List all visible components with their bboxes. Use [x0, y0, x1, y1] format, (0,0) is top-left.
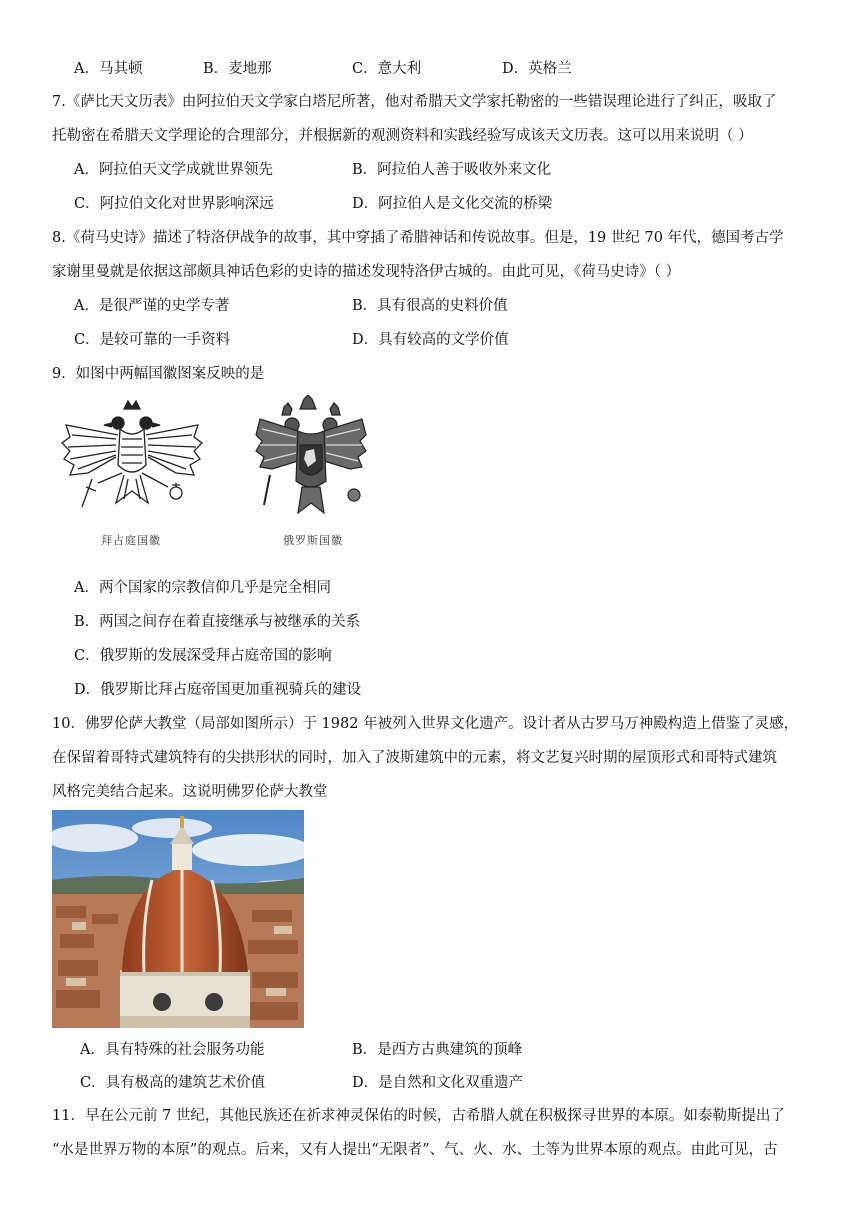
- q11-stem-line-1: 11．早在公元前 7 世纪，其他民族还在祈求神灵保佑的时候，古希腊人就在积极探寻世界的本原。如泰勒斯提出了: [52, 1108, 785, 1124]
- q7-option-a[interactable]: A．阿拉伯天文学成就世界领先: [74, 162, 273, 178]
- q10-option-c[interactable]: C．具有极高的建筑艺术价值: [80, 1075, 266, 1091]
- q8-stem-line-1: 8.《荷马史诗》描述了特洛伊战争的故事，其中穿插了希腊神话和传说故事。但是，19 世纪 70 年代，德国考古学: [52, 230, 784, 246]
- q7-option-c[interactable]: C．阿拉伯文化对世界影响深远: [74, 196, 274, 212]
- q11-stem-line-2: “水是世界万物的本原”的观点。后来，又有人提出“无限者”、气、火、水、土等为世界本原的观点。由此可见，古: [52, 1142, 778, 1158]
- q9-option-d[interactable]: D．俄罗斯比拜占庭帝国更加重视骑兵的建设: [74, 682, 362, 698]
- q6-option-d[interactable]: D．英格兰: [502, 61, 572, 77]
- q10-stem-line-1: 10．佛罗伦萨大教堂（局部如图所示）于 1982 年被列入世界文化遗产。设计者从古罗马万神殿构造上借鉴了灵感，: [52, 716, 799, 732]
- q8-option-d[interactable]: D．具有较高的文学价值: [352, 332, 509, 348]
- q6-option-a[interactable]: A．马其顿: [74, 61, 143, 77]
- byzantine-emblem-caption: 拜占庭国徽: [101, 534, 161, 547]
- q8-stem-line-2: 家谢里曼就是依据这部颇具神话色彩的史诗的描述发现特洛伊古城的。由此可见，《荷马史诗》（ ）: [52, 264, 681, 280]
- byzantine-eagle-emblem: [58, 395, 206, 525]
- q9-option-b[interactable]: B．两国之间存在着直接继承与被继承的关系: [74, 614, 361, 630]
- q6-option-b[interactable]: B．麦地那: [203, 61, 272, 77]
- q10-option-a[interactable]: A．具有特殊的社会服务功能: [80, 1042, 265, 1058]
- q9-option-c[interactable]: C．俄罗斯的发展深受拜占庭帝国的影响: [74, 648, 332, 664]
- florence-cathedral-photo: [52, 810, 304, 1028]
- q7-stem-line-2: 托勒密在希腊天文学理论的合理部分，并根据新的观测资料和实践经验写成该天文历表。这可以用来说明（ ）: [52, 128, 753, 144]
- q10-stem-line-3: 风格完美结合起来。这说明佛罗伦萨大教堂: [52, 784, 328, 800]
- russian-eagle-emblem: [254, 395, 368, 525]
- q9-option-a[interactable]: A．两个国家的宗教信仰几乎是完全相同: [74, 580, 331, 596]
- q8-option-c[interactable]: C．是较可靠的一手资料: [74, 332, 231, 348]
- q8-option-a[interactable]: A．是很严谨的史学专著: [74, 298, 230, 314]
- q9-stem: 9．如图中两幅国徽图案反映的是: [52, 366, 265, 382]
- q10-option-d[interactable]: D．是自然和文化双重遗产: [352, 1075, 524, 1091]
- russian-emblem-caption: 俄罗斯国徽: [283, 534, 343, 547]
- q7-option-d[interactable]: D．阿拉伯人是文化交流的桥梁: [352, 196, 553, 212]
- q7-stem-line-1: 7.《萨比天文历表》由阿拉伯天文学家白塔尼所著，他对希腊天文学家托勒密的一些错误理论进行了纠正，吸取了: [52, 94, 777, 110]
- q10-stem-line-2: 在保留着哥特式建筑特有的尖拱形状的同时，加入了波斯建筑中的元素，将文艺复兴时期的屋顶形式和哥特式建筑: [52, 750, 777, 766]
- q6-option-c[interactable]: C．意大利: [352, 61, 422, 77]
- q7-option-b[interactable]: B．阿拉伯人善于吸收外来文化: [352, 162, 552, 178]
- q10-option-b[interactable]: B．是西方古典建筑的顶峰: [352, 1042, 523, 1058]
- q8-option-b[interactable]: B．具有很高的史料价值: [352, 298, 508, 314]
